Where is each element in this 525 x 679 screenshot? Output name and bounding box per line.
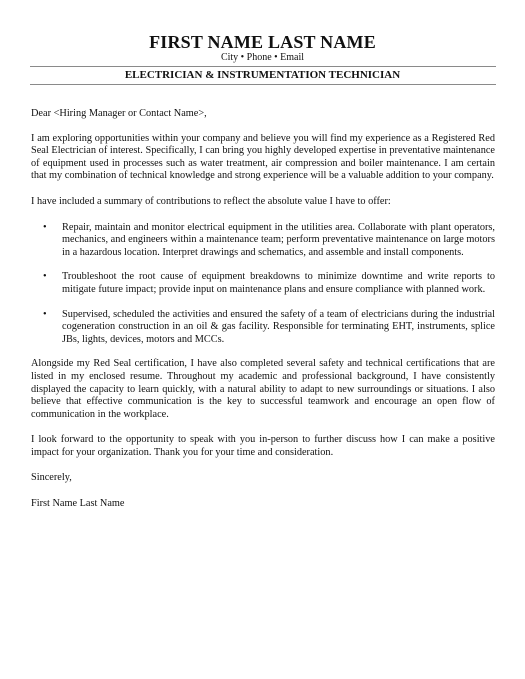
- job-title: ELECTRICIAN & INSTRUMENTATION TECHNICIAN: [124, 69, 401, 81]
- title-bottom-rule: [30, 84, 496, 85]
- bullet-icon: •: [43, 271, 47, 283]
- list-item: [31, 271, 495, 296]
- salutation: Dear <Hiring Manager or Contact Name>,: [31, 108, 207, 119]
- letter-body: [31, 108, 495, 524]
- sign-off: Sincerely,: [31, 472, 72, 484]
- contribution-text: Supervised, scheduled the activities and ensured the safety of a team of electricians during the industrial cogeneration construction in an oil & gas facility. Responsible for terminating EHT, instruments, splice JBs, lights, devices, motors and MCCs.: [62, 308, 495, 345]
- closing-paragraph: I look forward to the opportunity to speak with you in-person to further discuss how I can make a positive impact for your organization. Thank you for your time and consideration.: [31, 434, 495, 458]
- contribution-text: Troubleshoot the root cause of equipment breakdowns to minimize downtime and write reports to mitigate future impact; provide input on maintenance plans and ensure compliance with planned work.: [62, 271, 495, 295]
- applicant-name: FIRST NAME LAST NAME: [149, 32, 376, 52]
- title-top-rule: [30, 66, 496, 67]
- summary-intro: I have included a summary of contributions to reflect the absolute value I have to offer:: [31, 195, 391, 207]
- bullet-icon: •: [43, 221, 47, 233]
- contributions-list: [31, 222, 495, 347]
- certifications-paragraph: Alongside my Red Seal certification, I have also completed several safety and technical certifications that are listed in my enclosed resume. Throughout my academic and professional background, I have consistently displayed the capacity to learn quickly, with a natural ability to adapt to new surroundings or situations. I also believe that effective communication is the key to successful teamwork and encourage an open flow of communication in the workplace.: [31, 358, 495, 420]
- list-item: [31, 222, 495, 260]
- signature-name: First Name Last Name: [31, 498, 125, 510]
- contribution-text: Repair, maintain and monitor electrical equipment in the utilities area. Collaborate with plant operators, mechanics, and engineers within a maintenance team; perform preventative maintenance on large motors in a hazardous location. Interpret drawings and schematics, and assemble and install components.: [62, 221, 495, 258]
- intro-paragraph: I am exploring opportunities within your company and believe you will find my experience as a Registered Red Seal Electrician of interest. Specifically, I can bring you highly developed expertise in preventative maintenance of equipment used in processes such as water treatment, air compression and boiler maintenance. I am certain that my combination of technical knowledge and strong experience will be a valuable addition to your company.: [31, 132, 495, 182]
- bullet-icon: •: [43, 308, 47, 320]
- contact-line: City • Phone • Email: [220, 52, 305, 63]
- list-item: [31, 309, 495, 347]
